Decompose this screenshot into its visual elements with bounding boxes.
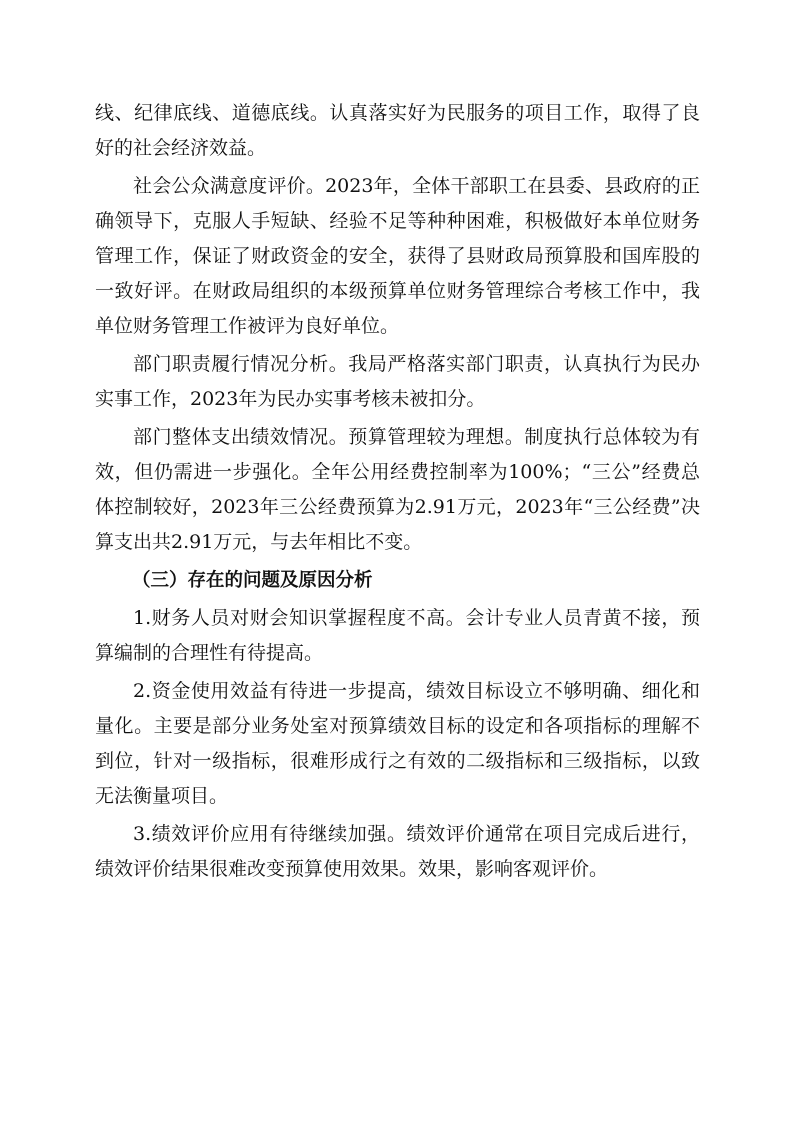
paragraph-problem-1: 1.财务人员对财会知识掌握程度不高。会计专业人员青黄不接，预算编制的合理性有待提高。 [95,607,700,664]
paragraph-problem-2: 2.资金使用效益有待进一步提高，绩效目标设立不够明确、细化和量化。主要是部分业务处室对预算绩效目标的设定和各项指标的理解不到位，针对一级指标，很难形成行之有效的二级指标和三级指标，以致无法衡量项目。 [95,680,700,807]
paragraph-public-satisfaction: 社会公众满意度评价。2023年，全体干部职工在县委、县政府的正确领导下，克服人手短缺、经验不足等种种困难，积极做好本单位财务管理工作，保证了财政资金的安全，获得了县财政局预算股和国库股的一致好评。在财政局组织的本级预算单位财务管理综合考核工作中，我单位财务管理工作被评为良好单位。 [95,175,700,337]
paragraph-problem-3: 3.绩效评价应用有待继续加强。绩效评价通常在项目完成后进行，绩效评价结果很难改变预算使用效果。效果，影响客观评价。 [95,823,700,880]
paragraph-overall-expenditure: 部门整体支出绩效情况。预算管理较为理想。制度执行总体较为有效，但仍需进一步强化。全年公用经费控制率为100%；“三公”经费总体控制较好，2023年三公经费预算为2.91万元，2023年“三公经费”决算支出共2.91万元，与去年相比不变。 [95,426,700,553]
section-heading-problems: （三）存在的问题及原因分析 [132,570,373,591]
paragraph-continuation: 线、纪律底线、道德底线。认真落实好为民服务的项目工作，取得了良好的社会经济效益。 [95,102,700,159]
document-body [95,96,700,890]
paragraph-duty-performance: 部门职责履行情况分析。我局严格落实部门职责，认真执行为民办实事工作，2023年为民办实事考核未被扣分。 [95,353,700,410]
